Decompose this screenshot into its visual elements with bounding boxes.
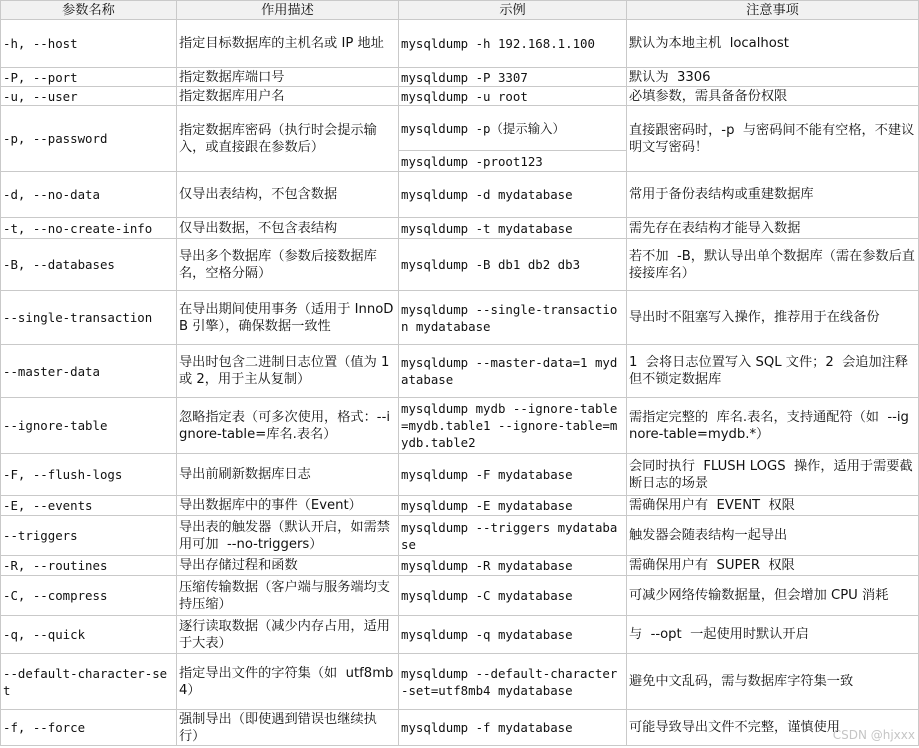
desc-cell: 压缩传输数据（客户端与服务端均支持压缩） [177,576,399,616]
note-cell: 常用于备份表结构或重建数据库 [627,172,919,218]
note-cell: 可能导致导出文件不完整，谨慎使用 [627,710,919,746]
example-cell: mysqldump --single-transaction mydatabase [399,291,627,345]
table-row [1,398,919,454]
note-cell: 需确保用户有 SUPER 权限 [627,556,919,576]
param-cell: -E, --events [1,496,177,516]
table-row [1,106,919,151]
param-cell: --master-data [1,345,177,398]
example-cell: mysqldump -f mydatabase [399,710,627,746]
note-cell: 默认为 3306 [627,68,919,87]
table-row [1,616,919,654]
header-example: 示例 [399,1,627,20]
table-row [1,654,919,710]
note-cell: 需指定完整的 库名.表名，支持通配符（如 --ignore-table=mydb.*） [627,398,919,454]
desc-cell: 在导出期间使用事务（适用于 InnoDB 引擎），确保数据一致性 [177,291,399,345]
desc-cell: 指定数据库用户名 [177,87,399,106]
param-cell: -f, --force [1,710,177,746]
note-cell: 可减少网络传输数据量，但会增加 CPU 消耗 [627,576,919,616]
example-cell: mysqldump --master-data=1 mydatabase [399,345,627,398]
desc-cell: 导出表的触发器（默认开启，如需禁用可加 --no-triggers） [177,516,399,556]
desc-cell: 指定数据库密码（执行时会提示输入，或直接跟在参数后） [177,106,399,172]
table-row [1,87,919,106]
example-cell: mysqldump -d mydatabase [399,172,627,218]
example-cell: mysqldump -F mydatabase [399,454,627,496]
desc-cell: 指定目标数据库的主机名或 IP 地址 [177,20,399,68]
note-cell: 触发器会随表结构一起导出 [627,516,919,556]
param-cell: -d, --no-data [1,172,177,218]
desc-cell: 忽略指定表（可多次使用，格式：--ignore-table=库名.表名） [177,398,399,454]
param-cell: -h, --host [1,20,177,68]
param-cell: -B, --databases [1,239,177,291]
note-cell: 需先存在表结构才能导入数据 [627,218,919,239]
header-note: 注意事项 [627,1,919,20]
param-cell: -t, --no-create-info [1,218,177,239]
desc-cell: 强制导出（即使遇到错误也继续执行） [177,710,399,746]
example-cell: mysqldump -t mydatabase [399,218,627,239]
note-cell: 与 --opt 一起使用时默认开启 [627,616,919,654]
param-cell: --single-transaction [1,291,177,345]
desc-cell: 导出存储过程和函数 [177,556,399,576]
param-cell: -F, --flush-logs [1,454,177,496]
example-cell: mysqldump -q mydatabase [399,616,627,654]
param-cell: -C, --compress [1,576,177,616]
table-row [1,239,919,291]
desc-cell: 导出时包含二进制日志位置（值为 1 或 2，用于主从复制） [177,345,399,398]
example-cell: mysqldump -B db1 db2 db3 [399,239,627,291]
desc-cell: 指定导出文件的字符集（如 utf8mb4） [177,654,399,710]
note-cell: 1 会将日志位置写入 SQL 文件；2 会追加注释但不锁定数据库 [627,345,919,398]
table-row [1,576,919,616]
param-cell: --ignore-table [1,398,177,454]
note-cell: 导出时不阻塞写入操作，推荐用于在线备份 [627,291,919,345]
desc-cell: 导出多个数据库（参数后接数据库名，空格分隔） [177,239,399,291]
desc-cell: 仅导出数据，不包含表结构 [177,218,399,239]
table-row [1,516,919,556]
param-cell: -P, --port [1,68,177,87]
desc-cell: 逐行读取数据（减少内存占用，适用于大表） [177,616,399,654]
table-row [1,710,919,746]
table-row [1,556,919,576]
table-row [1,20,919,68]
note-cell: 直接跟密码时，-p 与密码间不能有空格，不建议明文写密码！ [627,106,919,172]
table-row [1,454,919,496]
note-cell: 必填参数，需具备备份权限 [627,87,919,106]
param-cell: -u, --user [1,87,177,106]
note-cell: 避免中文乱码，需与数据库字符集一致 [627,654,919,710]
header-param: 参数名称 [1,1,177,20]
table-row [1,218,919,239]
example-cell: mysqldump -u root [399,87,627,106]
example-cell: mysqldump -h 192.168.1.100 [399,20,627,68]
desc-cell: 导出数据库中的事件（Event） [177,496,399,516]
example-cell: mysqldump -E mydatabase [399,496,627,516]
note-cell: 若不加 -B，默认导出单个数据库（需在参数后直接接库名） [627,239,919,291]
note-cell: 会同时执行 FLUSH LOGS 操作，适用于需要截断日志的场景 [627,454,919,496]
param-cell: --default-character-set [1,654,177,710]
desc-cell: 导出前刷新数据库日志 [177,454,399,496]
example-cell: mysqldump mydb --ignore-table=mydb.table1 --ignore-table=mydb.table2 [399,398,627,454]
table-row [1,291,919,345]
example-cell: mysqldump -C mydatabase [399,576,627,616]
param-cell: -q, --quick [1,616,177,654]
note-cell: 默认为本地主机 localhost [627,20,919,68]
param-cell: -p, --password [1,106,177,172]
desc-cell: 指定数据库端口号 [177,68,399,87]
header-desc: 作用描述 [177,1,399,20]
example-cell: mysqldump --triggers mydatabase [399,516,627,556]
header-row [1,1,919,20]
table-row [1,68,919,87]
table-row [1,172,919,218]
param-cell: -R, --routines [1,556,177,576]
example-cell: mysqldump -P 3307 [399,68,627,87]
param-cell: --triggers [1,516,177,556]
note-cell: 需确保用户有 EVENT 权限 [627,496,919,516]
watermark: CSDN @hjxxx [832,728,915,742]
desc-cell: 仅导出表结构，不包含数据 [177,172,399,218]
example-cell: mysqldump --default-character-set=utf8mb4 mydatabase [399,654,627,710]
example-cell: mysqldump -proot123 [399,151,627,172]
example-cell: mysqldump -R mydatabase [399,556,627,576]
example-cell: mysqldump -p（提示输入） [399,106,627,151]
table-row [1,345,919,398]
table-row [1,496,919,516]
